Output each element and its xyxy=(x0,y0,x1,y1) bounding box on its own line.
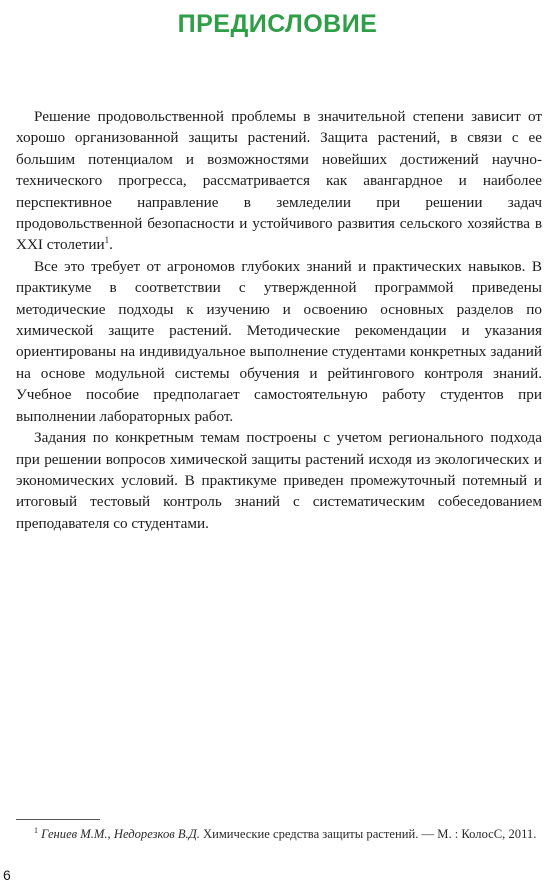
page-title: ПРЕДИСЛОВИЕ xyxy=(177,10,378,38)
footnote-text: Химические средства защиты растений. — М. : КолосС, 2011. xyxy=(199,827,537,841)
page-number: 6 xyxy=(3,867,11,883)
preface-body xyxy=(16,106,542,534)
footnote-marker: 1 xyxy=(34,825,38,835)
paragraph-2: Все это требует от агрономов глубоких знаний и практических навыков. В практикуме в соответствии с утвержденной программой приведены методические подходы к изучению и освоению основных разделов по химической защите растений. Методические рекомендации и указания ориентированы на индивидуальное выполнение студентами конкретных заданий на основе модульной системы обучения и рейтингового контроля знаний. Учебное пособие предполагает самостоятельную работу студентов при выполнении лабораторных работ. xyxy=(16,257,542,425)
paragraph-1-text: Решение продовольственной проблемы в значительной степени зависит от хорошо организованной защиты растений. Защита растений, в связи с ее большим потенциалом и возможностями новейших достижений научно-технического прогресса, рассматривается как авангардное и наиболее перспективное направление в земледелии при решении задач продовольственной безопасности и устойчивого развития сельского хозяйства в XXI столетии xyxy=(16,108,542,254)
footnote xyxy=(16,825,542,844)
paragraph-1: Решение продовольственной проблемы в значительной степени зависит от хорошо организованной защиты растений. Защита растений, в связи с ее большим потенциалом и возможностями новейших достижений научно-технического прогресса, рассматривается как авангардное и наиболее перспективное направление в земледелии при решении задач продовольственной безопасности и устойчивого развития сельского хозяйства в XXI столетии$^1$. xyxy=(16,108,542,254)
footnote-reference[interactable]: 1 xyxy=(104,235,110,246)
footnote-authors: Гениев М.М., Недорезков В.Д. xyxy=(41,827,200,841)
paragraph-3: Задания по конкретным темам построены с учетом регионального подхода при решении вопросов химической защиты растений исходя из экологических и экономических условий. В практикуме приведен промежуточный потемный и итоговый тестовый контроль знаний с систематическим собеседованием преподавателя со студентами. xyxy=(16,429,542,532)
footnote-divider xyxy=(16,819,100,820)
